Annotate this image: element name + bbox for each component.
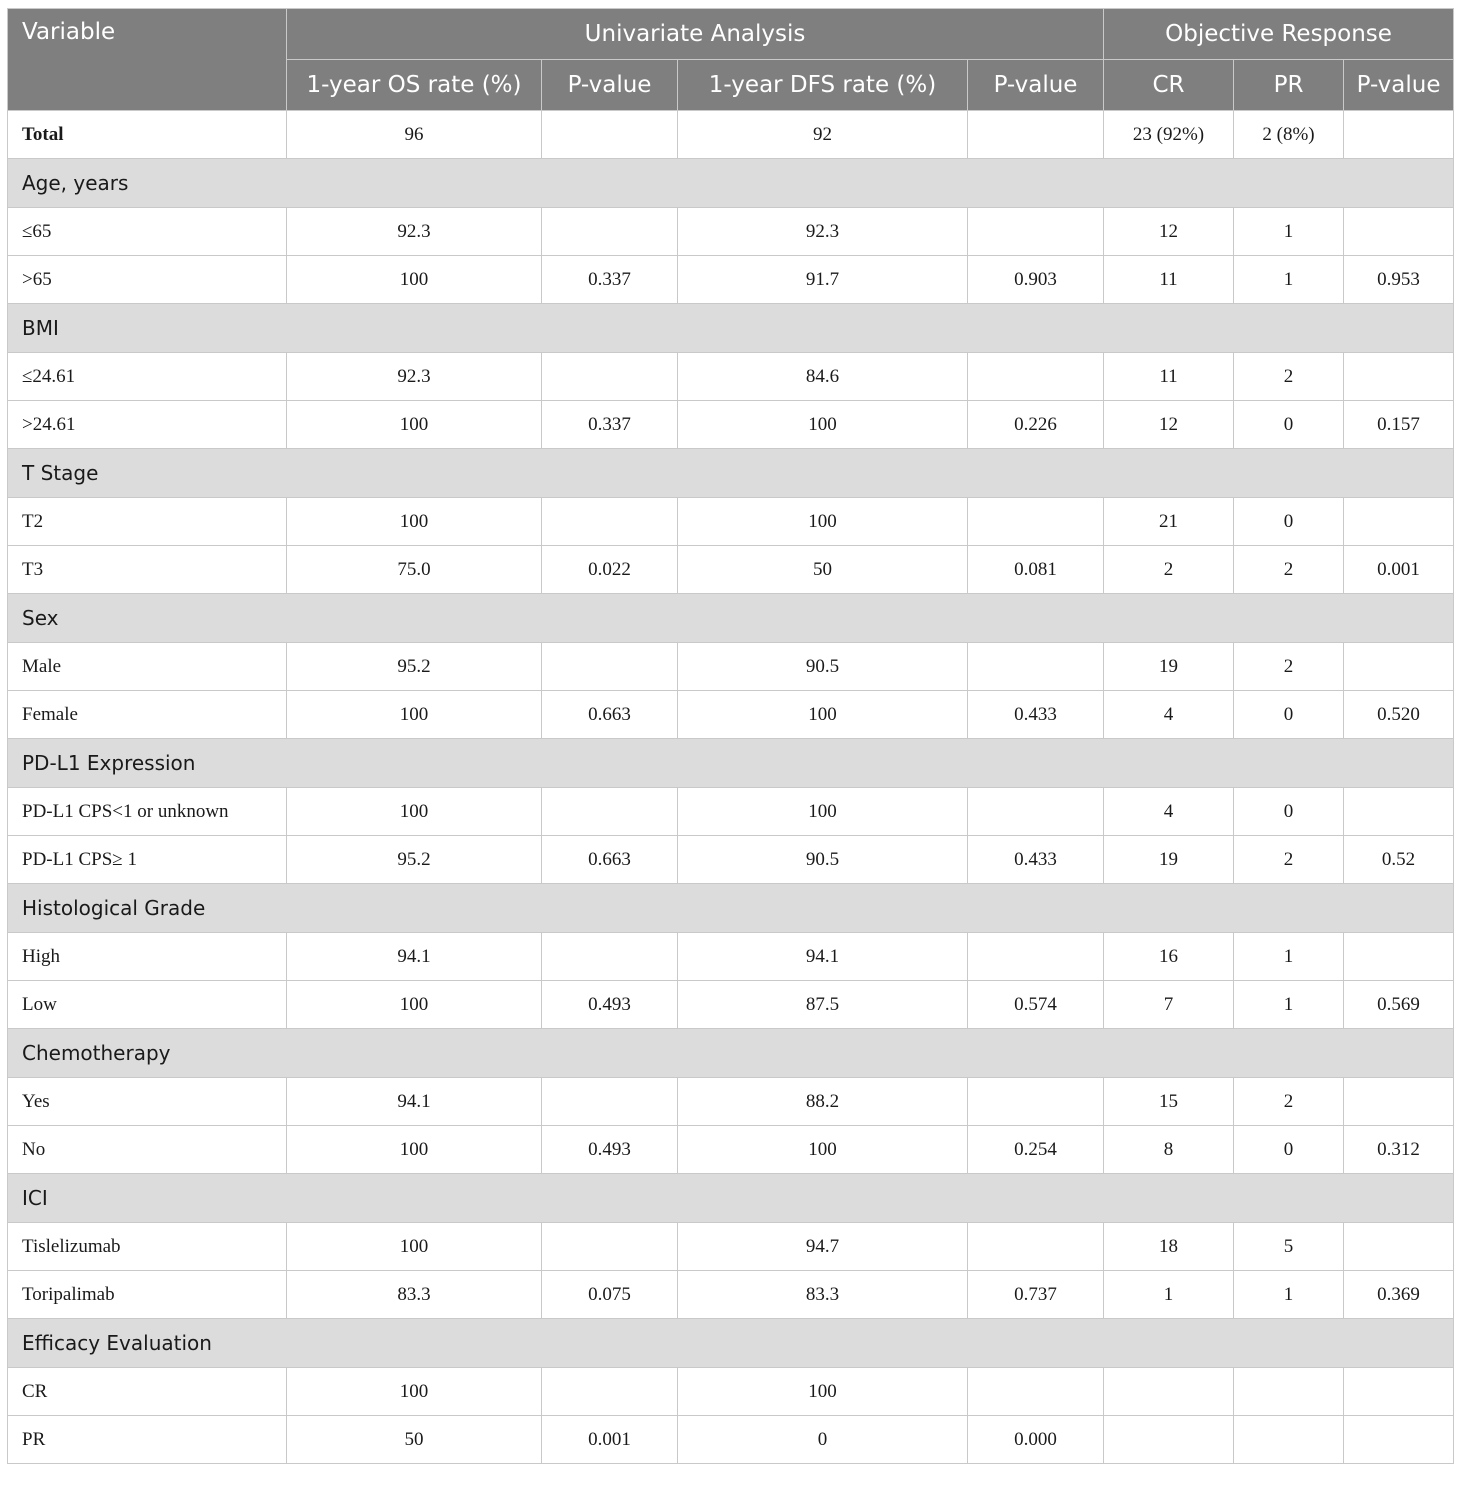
cell-os-p-value: 0.663 — [542, 836, 678, 884]
cell-label: Toripalimab — [8, 1271, 287, 1319]
cell-pr: 0 — [1234, 401, 1344, 449]
table-row — [8, 981, 1454, 1029]
results-table — [7, 8, 1454, 1464]
header-pr: PR — [1234, 60, 1344, 111]
cell-os-rate: 100 — [287, 691, 542, 739]
cell-pr: 1 — [1234, 1271, 1344, 1319]
cell-cr: 4 — [1104, 691, 1234, 739]
cell-dfs-rate: 90.5 — [678, 836, 968, 884]
cell-dfs-p-value — [968, 111, 1104, 159]
table-row — [8, 836, 1454, 884]
table-row — [8, 1271, 1454, 1319]
cell-os-rate: 100 — [287, 1368, 542, 1416]
cell-pr: 5 — [1234, 1223, 1344, 1271]
group-header-row — [8, 1029, 1454, 1078]
cell-os-rate: 50 — [287, 1416, 542, 1464]
header-dfs-rate: 1-year DFS rate (%) — [678, 60, 968, 111]
cell-os-rate: 100 — [287, 1126, 542, 1174]
group-title: Chemotherapy — [8, 1029, 1454, 1078]
cell-os-p-value: 0.022 — [542, 546, 678, 594]
table-row — [8, 1416, 1454, 1464]
cell-cr: 15 — [1104, 1078, 1234, 1126]
header-cr: CR — [1104, 60, 1234, 111]
cell-label: Tislelizumab — [8, 1223, 287, 1271]
cell-cr: 19 — [1104, 836, 1234, 884]
cell-or-p-value — [1344, 208, 1454, 256]
group-title: Histological Grade — [8, 884, 1454, 933]
cell-label: Yes — [8, 1078, 287, 1126]
table-row-total — [8, 111, 1454, 159]
cell-pr: 1 — [1234, 256, 1344, 304]
cell-dfs-p-value: 0.737 — [968, 1271, 1104, 1319]
cell-label: ≤24.61 — [8, 353, 287, 401]
cell-or-p-value: 0.520 — [1344, 691, 1454, 739]
cell-or-p-value — [1344, 643, 1454, 691]
cell-dfs-rate: 94.7 — [678, 1223, 968, 1271]
table-row — [8, 643, 1454, 691]
cell-cr — [1104, 1368, 1234, 1416]
cell-os-rate: 83.3 — [287, 1271, 542, 1319]
table-row — [8, 1368, 1454, 1416]
group-title: Sex — [8, 594, 1454, 643]
cell-cr: 1 — [1104, 1271, 1234, 1319]
cell-pr: 2 — [1234, 836, 1344, 884]
cell-or-p-value: 0.52 — [1344, 836, 1454, 884]
group-header-row — [8, 159, 1454, 208]
cell-dfs-p-value — [968, 353, 1104, 401]
header-univariate-analysis: Univariate Analysis — [287, 9, 1104, 60]
cell-or-p-value — [1344, 1223, 1454, 1271]
cell-dfs-rate: 90.5 — [678, 643, 968, 691]
cell-os-rate: 95.2 — [287, 836, 542, 884]
group-header-row — [8, 1174, 1454, 1223]
cell-dfs-p-value: 0.903 — [968, 256, 1104, 304]
cell-os-rate: 92.3 — [287, 208, 542, 256]
cell-os-p-value: 0.075 — [542, 1271, 678, 1319]
cell-dfs-rate: 0 — [678, 1416, 968, 1464]
cell-or-p-value — [1344, 788, 1454, 836]
cell-dfs-rate: 84.6 — [678, 353, 968, 401]
cell-os-p-value — [542, 498, 678, 546]
cell-dfs-p-value: 0.254 — [968, 1126, 1104, 1174]
cell-dfs-rate: 94.1 — [678, 933, 968, 981]
cell-cr: 19 — [1104, 643, 1234, 691]
group-header-row — [8, 449, 1454, 498]
cell-pr: 1 — [1234, 933, 1344, 981]
cell-os-p-value: 0.337 — [542, 401, 678, 449]
cell-os-rate: 95.2 — [287, 643, 542, 691]
table-row — [8, 498, 1454, 546]
cell-dfs-p-value — [968, 1368, 1104, 1416]
cell-os-p-value: 0.663 — [542, 691, 678, 739]
cell-cr: 18 — [1104, 1223, 1234, 1271]
cell-os-rate: 100 — [287, 981, 542, 1029]
group-header-row — [8, 304, 1454, 353]
cell-label: PR — [8, 1416, 287, 1464]
cell-label: ≤65 — [8, 208, 287, 256]
cell-or-p-value — [1344, 1416, 1454, 1464]
cell-dfs-p-value: 0.081 — [968, 546, 1104, 594]
group-header-row — [8, 594, 1454, 643]
group-header-row — [8, 884, 1454, 933]
cell-os-rate: 100 — [287, 1223, 542, 1271]
cell-label: CR — [8, 1368, 287, 1416]
cell-cr: 11 — [1104, 353, 1234, 401]
cell-label: T3 — [8, 546, 287, 594]
cell-cr: 12 — [1104, 208, 1234, 256]
group-title: Efficacy Evaluation — [8, 1319, 1454, 1368]
header-os-rate: 1-year OS rate (%) — [287, 60, 542, 111]
cell-dfs-p-value: 0.226 — [968, 401, 1104, 449]
cell-dfs-p-value: 0.574 — [968, 981, 1104, 1029]
cell-cr: 7 — [1104, 981, 1234, 1029]
cell-or-p-value — [1344, 498, 1454, 546]
cell-cr — [1104, 1416, 1234, 1464]
cell-pr — [1234, 1416, 1344, 1464]
cell-pr: 1 — [1234, 981, 1344, 1029]
cell-pr: 0 — [1234, 788, 1344, 836]
group-header-row — [8, 739, 1454, 788]
cell-dfs-rate: 100 — [678, 1126, 968, 1174]
cell-cr: 11 — [1104, 256, 1234, 304]
cell-os-rate: 100 — [287, 788, 542, 836]
cell-dfs-rate: 100 — [678, 498, 968, 546]
cell-cr: 21 — [1104, 498, 1234, 546]
cell-pr: 2 — [1234, 546, 1344, 594]
group-title: Age, years — [8, 159, 1454, 208]
header-variable: Variable — [8, 9, 287, 111]
cell-dfs-p-value: 0.000 — [968, 1416, 1104, 1464]
cell-dfs-rate: 92 — [678, 111, 968, 159]
cell-pr: 0 — [1234, 691, 1344, 739]
table-row — [8, 788, 1454, 836]
cell-os-rate: 100 — [287, 401, 542, 449]
cell-os-p-value — [542, 788, 678, 836]
cell-or-p-value — [1344, 1078, 1454, 1126]
cell-dfs-p-value — [968, 788, 1104, 836]
cell-dfs-p-value — [968, 933, 1104, 981]
table-row — [8, 208, 1454, 256]
cell-dfs-rate: 88.2 — [678, 1078, 968, 1126]
cell-dfs-rate: 100 — [678, 691, 968, 739]
header-objective-response: Objective Response — [1104, 9, 1454, 60]
cell-dfs-rate: 100 — [678, 788, 968, 836]
cell-or-p-value — [1344, 933, 1454, 981]
cell-pr: 2 — [1234, 353, 1344, 401]
group-title: T Stage — [8, 449, 1454, 498]
cell-os-p-value — [542, 111, 678, 159]
cell-or-p-value: 0.369 — [1344, 1271, 1454, 1319]
cell-dfs-rate: 50 — [678, 546, 968, 594]
cell-os-rate: 100 — [287, 256, 542, 304]
cell-label: T2 — [8, 498, 287, 546]
table-header — [8, 9, 1454, 111]
cell-cr: 23 (92%) — [1104, 111, 1234, 159]
cell-dfs-p-value — [968, 498, 1104, 546]
cell-label: Low — [8, 981, 287, 1029]
cell-os-rate: 94.1 — [287, 933, 542, 981]
cell-os-p-value — [542, 1078, 678, 1126]
cell-os-p-value: 0.493 — [542, 1126, 678, 1174]
cell-dfs-p-value — [968, 1078, 1104, 1126]
cell-label: PD-L1 CPS<1 or unknown — [8, 788, 287, 836]
cell-os-p-value — [542, 933, 678, 981]
group-header-row — [8, 1319, 1454, 1368]
cell-dfs-rate: 92.3 — [678, 208, 968, 256]
cell-label: Female — [8, 691, 287, 739]
cell-dfs-p-value — [968, 208, 1104, 256]
cell-label: Male — [8, 643, 287, 691]
cell-os-p-value — [542, 1368, 678, 1416]
table-row — [8, 1223, 1454, 1271]
cell-dfs-rate: 87.5 — [678, 981, 968, 1029]
cell-label: Total — [8, 111, 287, 159]
cell-dfs-p-value: 0.433 — [968, 691, 1104, 739]
cell-dfs-rate: 83.3 — [678, 1271, 968, 1319]
cell-label: No — [8, 1126, 287, 1174]
header-dfs-p-value: P-value — [968, 60, 1104, 111]
cell-os-p-value: 0.001 — [542, 1416, 678, 1464]
cell-dfs-p-value — [968, 1223, 1104, 1271]
cell-os-rate: 96 — [287, 111, 542, 159]
cell-cr: 2 — [1104, 546, 1234, 594]
cell-pr — [1234, 1368, 1344, 1416]
cell-pr: 0 — [1234, 1126, 1344, 1174]
cell-cr: 12 — [1104, 401, 1234, 449]
cell-pr: 1 — [1234, 208, 1344, 256]
cell-os-p-value — [542, 353, 678, 401]
cell-dfs-p-value — [968, 643, 1104, 691]
cell-cr: 16 — [1104, 933, 1234, 981]
table-row — [8, 691, 1454, 739]
table-row — [8, 1126, 1454, 1174]
table-row — [8, 256, 1454, 304]
cell-os-rate: 92.3 — [287, 353, 542, 401]
cell-pr: 2 (8%) — [1234, 111, 1344, 159]
cell-dfs-rate: 91.7 — [678, 256, 968, 304]
cell-os-p-value — [542, 643, 678, 691]
header-os-p-value: P-value — [542, 60, 678, 111]
table-row — [8, 933, 1454, 981]
table-row — [8, 1078, 1454, 1126]
cell-or-p-value: 0.157 — [1344, 401, 1454, 449]
cell-os-rate: 94.1 — [287, 1078, 542, 1126]
cell-os-p-value: 0.337 — [542, 256, 678, 304]
cell-pr: 0 — [1234, 498, 1344, 546]
cell-or-p-value — [1344, 353, 1454, 401]
cell-pr: 2 — [1234, 1078, 1344, 1126]
cell-os-rate: 100 — [287, 498, 542, 546]
cell-os-p-value: 0.493 — [542, 981, 678, 1029]
cell-label: >65 — [8, 256, 287, 304]
header-or-p-value: P-value — [1344, 60, 1454, 111]
cell-dfs-rate: 100 — [678, 1368, 968, 1416]
cell-or-p-value: 0.953 — [1344, 256, 1454, 304]
table-row — [8, 353, 1454, 401]
cell-or-p-value: 0.001 — [1344, 546, 1454, 594]
cell-os-p-value — [542, 208, 678, 256]
cell-dfs-rate: 100 — [678, 401, 968, 449]
cell-os-rate: 75.0 — [287, 546, 542, 594]
table-row — [8, 546, 1454, 594]
cell-label: High — [8, 933, 287, 981]
group-title: PD-L1 Expression — [8, 739, 1454, 788]
group-title: BMI — [8, 304, 1454, 353]
group-title: ICI — [8, 1174, 1454, 1223]
cell-or-p-value — [1344, 1368, 1454, 1416]
cell-or-p-value: 0.569 — [1344, 981, 1454, 1029]
table-row — [8, 401, 1454, 449]
cell-os-p-value — [542, 1223, 678, 1271]
table-body — [8, 111, 1454, 1464]
cell-cr: 4 — [1104, 788, 1234, 836]
cell-cr: 8 — [1104, 1126, 1234, 1174]
cell-label: PD-L1 CPS≥ 1 — [8, 836, 287, 884]
cell-label: >24.61 — [8, 401, 287, 449]
cell-or-p-value — [1344, 111, 1454, 159]
cell-dfs-p-value: 0.433 — [968, 836, 1104, 884]
cell-or-p-value: 0.312 — [1344, 1126, 1454, 1174]
cell-pr: 2 — [1234, 643, 1344, 691]
